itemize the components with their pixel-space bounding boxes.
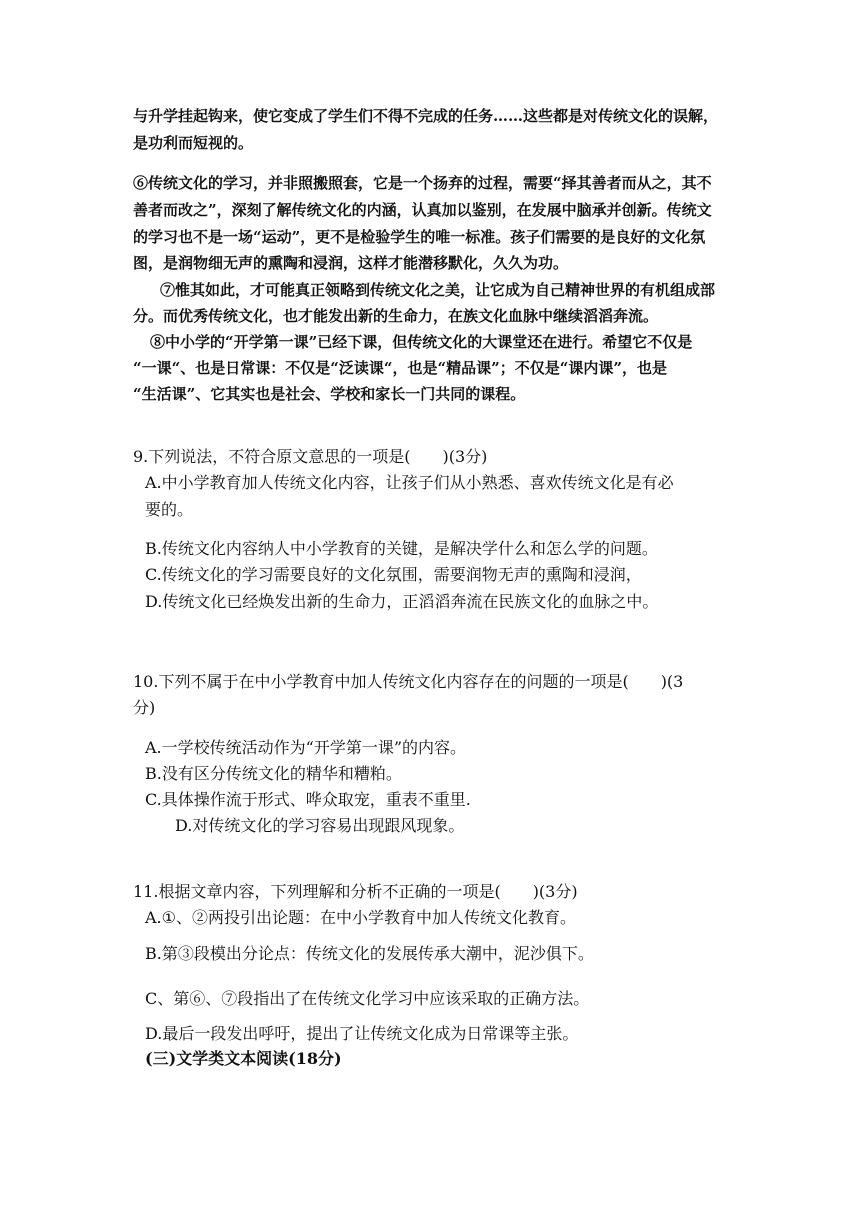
question-option: B.第③段模出分论点：传统文化的发展传承大潮中，泥沙俱下。 [145, 944, 594, 963]
passage-line: ⑥传统文化的学习，并非照搬照套，它是一个扬弃的过程，需要“择其善者而从之，其不 [133, 174, 712, 192]
question-stem: 11.根据文章内容，下列理解和分析不正确的一项是( )(3分) [133, 882, 578, 901]
question-option: A.中小学教育加人传统文化内容，让孩子们从小熟悉、喜欢传统文化是有必 [145, 473, 674, 492]
passage-line: 善者而改之”，深刻了解传统文化的内涵，认真加以鉴别，在发展中脑承并创新。传统文 [133, 201, 712, 219]
question-stem: 10.下列不属于在中小学教育中加人传统文化内容存在的问题的一项是( )(3 [133, 672, 684, 691]
passage-line: “生活课”、它其实也是社会、学校和家长一门共同的课程。 [133, 385, 526, 403]
question-option: A.一学校传统活动作为“开学第一课”的内容。 [145, 738, 467, 757]
question-option: D.最后一段发出呼吁，提出了让传统文化成为日常课等主张。 [145, 1024, 579, 1043]
question-option: D.对传统文化的学习容易出现跟风现象。 [175, 816, 465, 835]
question-option: B.传统文化内容纳人中小学教育的关键，是解决学什么和怎么学的问题。 [145, 539, 658, 558]
passage-line: 是功利而短视的。 [133, 134, 254, 152]
question-option: 要的。 [145, 500, 194, 519]
passage-line: ⑧中小学的“开学第一课”已经下课，但传统文化的大课堂还在进行。希望它不仅是 [150, 333, 693, 351]
passage-line: 与升学挂起钩来，使它变成了学生们不得不完成的任务……这些都是对传统文化的误解， [133, 107, 719, 125]
passage-line: 的学习也不是一场“运动”，更不是检验学生的唯一标准。孩子们需要的是良好的文化氛 [133, 228, 706, 246]
section-heading: (三)文学类文本阅读(18分) [145, 1049, 342, 1068]
question-stem: 分) [133, 698, 156, 717]
passage-line: 分。而优秀传统文化，也才能发出新的生命力，在族文化血脉中继续滔滔奔流。 [133, 307, 659, 325]
passage-line: ⑦惟其如此，才可能真正领略到传统文化之美，让它成为自己精神世界的有机组成部 [160, 281, 716, 299]
passage-line: “一课“、也是日常课：不仅是“泛读课“，也是“精品课”；不仅是“课内课”，也是 [133, 359, 668, 377]
question-option: A.①、②两投引出论题：在中小学教育中加人传统文化教育。 [145, 908, 576, 927]
question-option: D.传统文化已经焕发出新的生命力，正滔滔奔流在民族文化的血脉之中。 [145, 592, 659, 611]
question-option: C、第⑥、⑦段指出了在传统文化学习中应该采取的正确方法。 [145, 989, 590, 1008]
question-option: B.没有区分传统文化的精华和糟粕。 [145, 764, 402, 783]
passage-line: 图，是润物细无声的熏陶和浸润，这样才能潜移默化，久久为功。 [133, 254, 569, 272]
question-stem: 9.下列说法，不符合原文意思的一项是( )(3分) [133, 447, 488, 466]
question-option: C.具体操作流于形式、哗众取宠，重表不重里. [145, 790, 471, 809]
question-option: C.传统文化的学习需要良好的文化氛围，需要润物无声的熏陶和浸润， [145, 565, 642, 584]
